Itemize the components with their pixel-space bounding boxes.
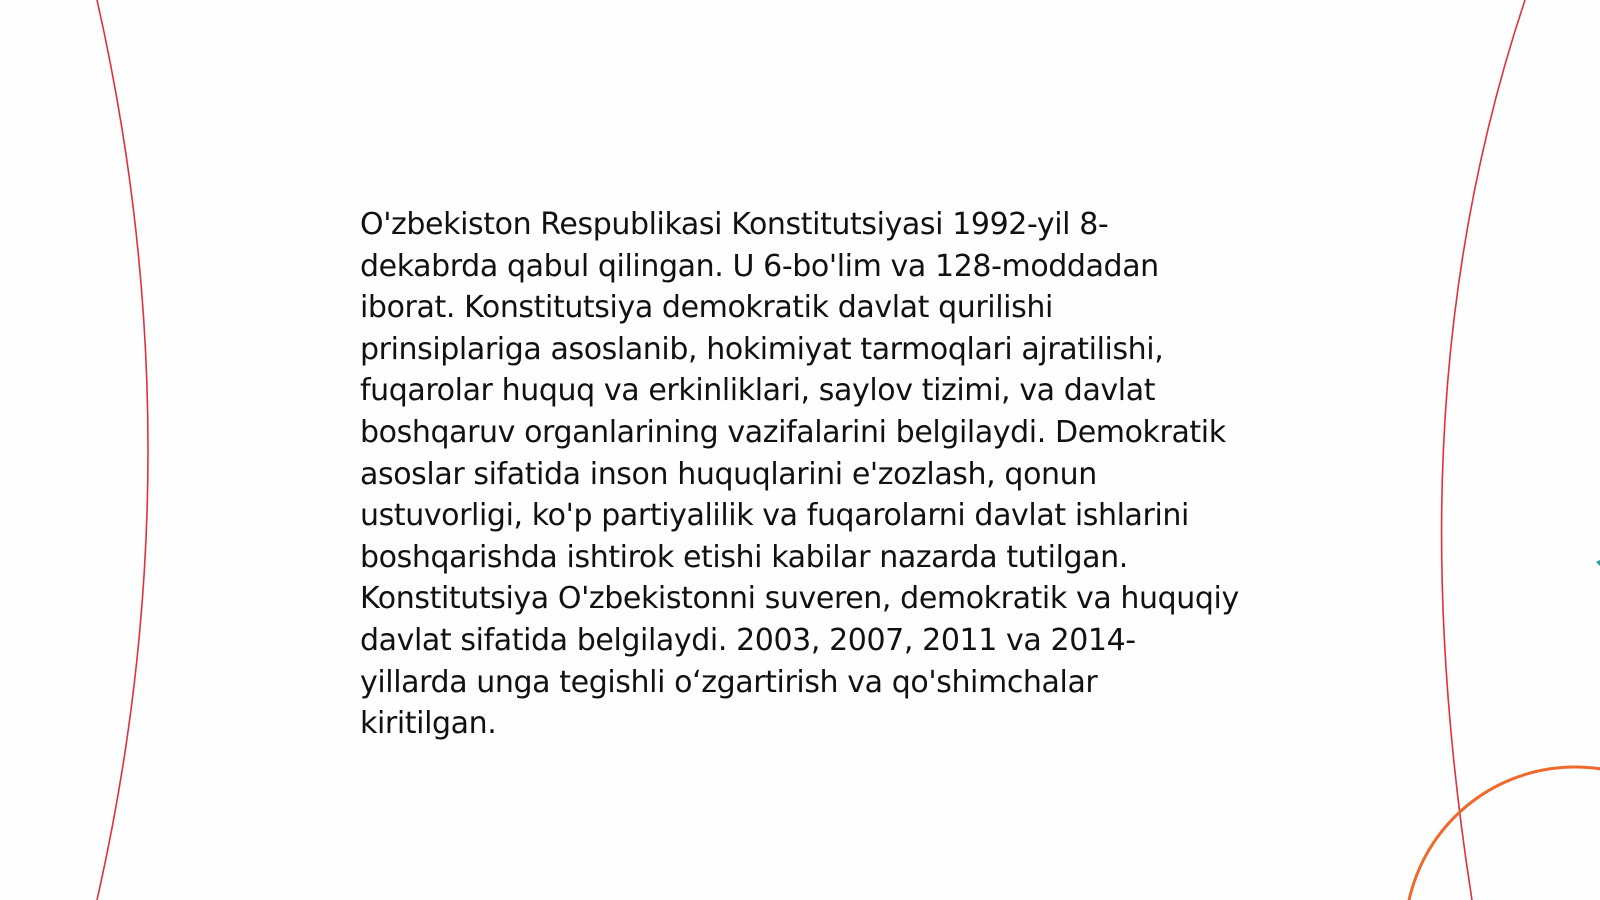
left-curve-line xyxy=(97,0,148,900)
body-text: O'zbekiston Respublikasi Konstitutsiyasi 1992-yil 8-dekabrda qabul qilingan. U 6-bo'lim va 128-moddadan iborat. Konstitutsiya demokratik davlat qurilishi prinsiplariga asoslanib, hokimiyat tarmoqlari ajratilishi, fuqarolar huquq va erkinliklari, saylov tizimi, va davlat boshqaruv organlarining vazifalarini belgilaydi. Demokratik asoslar sifatida inson huquqlarini e'zozlash, qonun ustuvorligi, ko'p partiyalilik va fuqarolarni davlat ishlarini boshqarishda ishtirok etishi kabilar nazarda tutilgan. Konstitutsiya O'zbekistonni suveren, demokratik va huquqiy davlat sifatida belgilaydi. 2003, 2007, 2011 va 2014-yillarda unga tegishli o‘zgartirish va qo'shimchalar kiritilgan. xyxy=(360,207,1239,742)
orange-arc xyxy=(1405,767,1600,900)
teal-mark xyxy=(1596,560,1600,566)
right-curve-line xyxy=(1442,0,1525,900)
